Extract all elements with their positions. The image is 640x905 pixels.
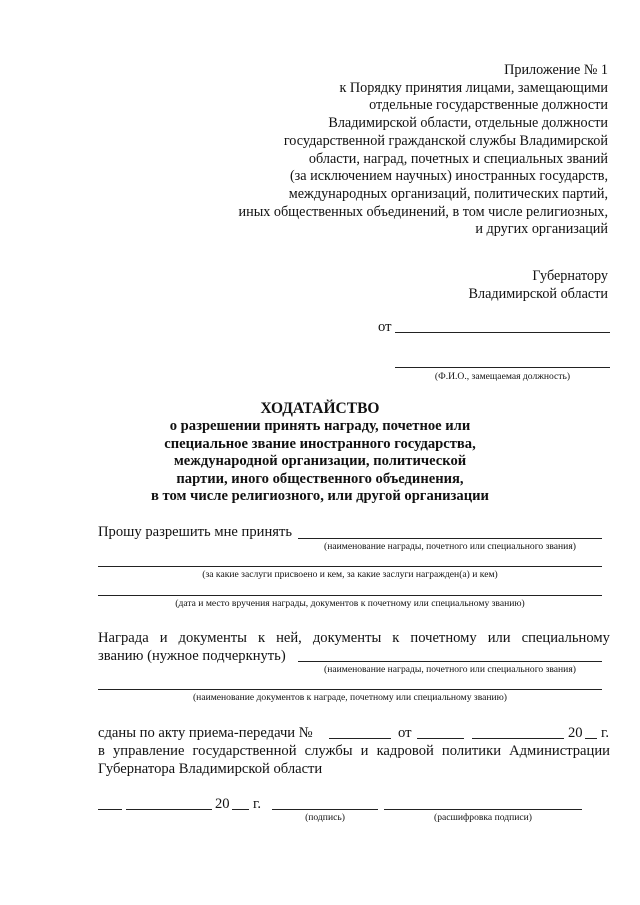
word: управление <box>112 743 185 759</box>
award-docs-line2: званию (нужное подчеркнуть) <box>98 648 286 664</box>
act-month-field[interactable] <box>472 738 564 739</box>
award-docs-field[interactable] <box>298 661 602 662</box>
word: политики <box>441 743 502 759</box>
sign-day-field[interactable] <box>98 809 122 810</box>
handover-line2 <box>98 743 610 760</box>
award-docs-hint: (наименование награды, почетного или специального звания) <box>324 664 576 675</box>
word: государственной <box>192 743 297 759</box>
annex-line: государственной гражданской службы Владимирской <box>283 132 608 149</box>
word: Награда <box>98 630 149 646</box>
handover-from: от <box>398 725 412 741</box>
handover-text: сданы по акту приема-передачи № <box>98 725 313 741</box>
merits-hint: (за какие заслуги присвоено и кем, за какие заслуги награжден(а) и кем) <box>202 569 498 580</box>
annex-line: иных общественных объединений, в том числе религиозных, <box>238 203 608 220</box>
from-field[interactable] <box>395 332 610 333</box>
annex-line: и других организаций <box>475 221 608 238</box>
title-line: партии, иного общественного объединения, <box>176 470 464 487</box>
act-year-suffix: г. <box>601 725 609 741</box>
word: почетному <box>410 630 477 646</box>
title-main: ХОДАТАЙСТВО <box>260 400 380 417</box>
signature-decode-hint: (расшифровка подписи) <box>434 812 532 823</box>
award-name-field[interactable] <box>298 538 602 539</box>
documents-field[interactable] <box>98 689 602 690</box>
fio-field[interactable] <box>395 367 610 368</box>
word: к <box>392 630 400 646</box>
addressee-line: Губернатору <box>532 268 608 284</box>
title-line: международной организации, политической <box>173 453 467 470</box>
sign-month-field[interactable] <box>126 809 212 810</box>
title-line: в том числе религиозного, или другой организации <box>151 488 489 505</box>
request-text: Прошу разрешить мне принять <box>98 524 293 540</box>
act-day-field[interactable] <box>417 738 464 739</box>
title-line: специальное звание иностранного государства, <box>164 435 476 452</box>
annex-line: области, наград, почетных и специальных званий <box>308 150 608 167</box>
from-label: от <box>378 319 392 335</box>
word: службы <box>304 743 353 759</box>
title-line: о разрешении принять награду, почетное или <box>169 418 471 435</box>
annex-line: Приложение № 1 <box>504 62 608 78</box>
addressee-block <box>408 268 608 303</box>
act-year-prefix: 20 <box>568 725 583 741</box>
annex-line: (за исключением научных) иностранных государств, <box>289 168 608 185</box>
act-year-field[interactable] <box>585 738 597 739</box>
annex-header <box>188 62 608 239</box>
addressee-line: Владимирской области <box>468 285 608 302</box>
sign-year-suffix: г. <box>253 796 261 812</box>
word: в <box>98 743 105 759</box>
annex-line: международных организаций, политических партий, <box>288 185 608 202</box>
documents-hint: (наименование документов к награде, почетному или специальному званию) <box>192 692 508 703</box>
fio-hint: (Ф.И.О., замещаемая должность) <box>434 371 571 382</box>
annex-line: отдельные государственные должности <box>369 97 608 114</box>
word: и <box>159 630 168 646</box>
annex-line: к Порядку принятия лицами, замещающими <box>339 79 608 96</box>
word: документы <box>312 630 382 646</box>
sign-year-prefix: 20 <box>215 796 230 812</box>
word: документы <box>178 630 247 646</box>
date-place-field[interactable] <box>98 595 602 596</box>
merits-field[interactable] <box>98 566 602 567</box>
act-number-field[interactable] <box>329 738 391 739</box>
word: и <box>360 743 369 759</box>
petition-title <box>0 400 640 505</box>
word: ней, <box>276 630 302 646</box>
signature-decode-field[interactable] <box>384 809 582 810</box>
sign-year-field[interactable] <box>232 809 249 810</box>
word: кадровой <box>376 743 434 759</box>
word: или <box>487 630 511 646</box>
award-docs-line <box>98 630 610 647</box>
handover-line3: Губернатора Владимирской области <box>98 761 323 777</box>
word: к <box>257 630 266 646</box>
word: Администрации <box>509 743 610 759</box>
signature-hint: (подпись) <box>305 812 345 823</box>
annex-line: Владимирской области, отдельные должности <box>328 115 608 132</box>
signature-field[interactable] <box>272 809 378 810</box>
word: специальному <box>521 630 610 646</box>
award-name-hint: (наименование награды, почетного или специального звания) <box>324 541 576 552</box>
date-place-hint: (дата и место вручения награды, документов к почетному или специальному званию) <box>175 598 525 609</box>
